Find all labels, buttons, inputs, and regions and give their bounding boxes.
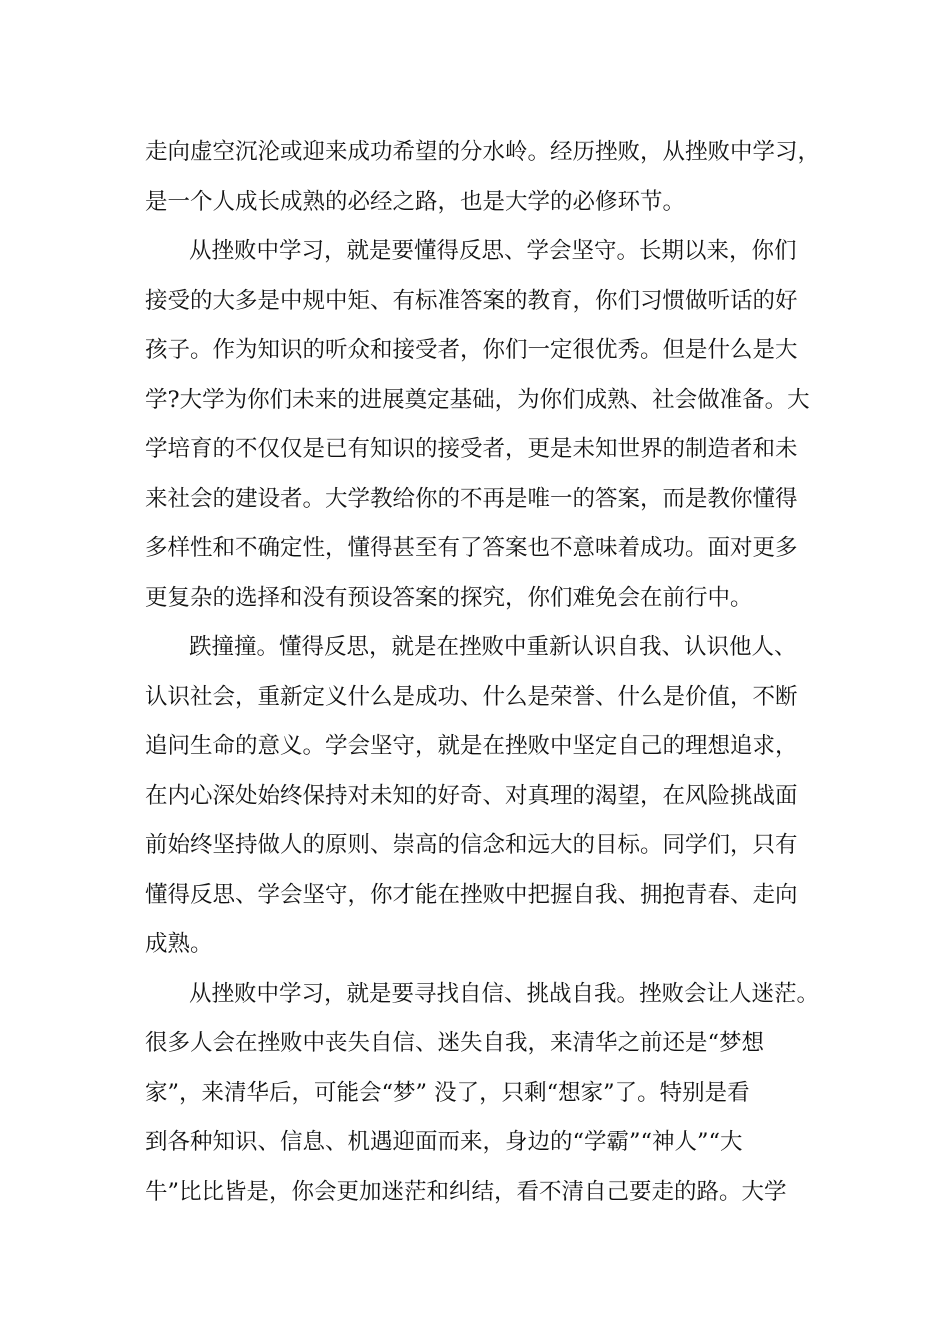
text-line: 多样性和不确定性，懂得甚至有了答案也不意味着成功。面对更多	[145, 535, 798, 561]
text-line: 走向虚空沉沦或迎来成功希望的分水岭。经历挫败，从挫败中学习，	[145, 139, 821, 165]
text-line: 来社会的建设者。大学教给你的不再是唯一的答案，而是教你懂得	[145, 485, 798, 512]
text-line: 很多人会在挫败中丧失自信、迷失自我，来清华之前还是“梦想	[145, 1030, 765, 1056]
text-line: 更复杂的选择和没有预设答案的探究，你们难免会在前行中。	[145, 584, 753, 611]
text-line: 学?大学为你们未来的进展奠定基础，为你们成熟、社会做准备。大	[145, 386, 810, 413]
text-line: 在内心深处始终保持对未知的好奇、对真理的渴望，在风险挑战面	[145, 782, 798, 809]
text-line: 前始终坚持做人的原则、崇高的信念和远大的目标。同学们，只有	[145, 832, 798, 858]
text-line: 到各种知识、信息、机遇迎面而来，身边的“学霸”“神人”“大	[145, 1129, 743, 1155]
text-line: 认识社会，重新定义什么是成功、什么是荣誉、什么是价值，不断	[145, 683, 798, 710]
text-line: 牛”比比皆是，你会更加迷茫和纠结，看不清自己要走的路。大学	[145, 1178, 787, 1205]
text-line: 孩子。作为知识的听众和接受者，你们一定很优秀。但是什么是大	[145, 337, 798, 363]
paragraph-start-line: 跌撞撞。懂得反思，就是在挫败中重新认识自我、认识他人、	[189, 634, 797, 660]
paragraph-start-line: 从挫败中学习，就是要懂得反思、学会坚守。长期以来，你们	[189, 238, 797, 264]
text-line: 追问生命的意义。学会坚守，就是在挫败中坚定自己的理想追求，	[145, 733, 798, 759]
text-line: 成熟。	[145, 931, 213, 957]
text-line: 接受的大多是中规中矩、有标准答案的教育，你们习惯做听话的好	[145, 287, 798, 314]
text-line: 懂得反思、学会坚守，你才能在挫败中把握自我、拥抱青春、走向	[145, 881, 798, 908]
text-line: 是一个人成长成熟的必经之路，也是大学的必修环节。	[145, 188, 686, 215]
text-line: 学培育的不仅仅是已有知识的接受者，更是未知世界的制造者和未	[145, 436, 798, 462]
text-line: 家”，来清华后，可能会“梦” 没了，只剩“想家”了。特别是看	[145, 1079, 750, 1106]
paragraph-start-line: 从挫败中学习，就是要寻找自信、挑战自我。挫败会让人迷茫。	[189, 980, 820, 1007]
body-text	[145, 128, 835, 1217]
